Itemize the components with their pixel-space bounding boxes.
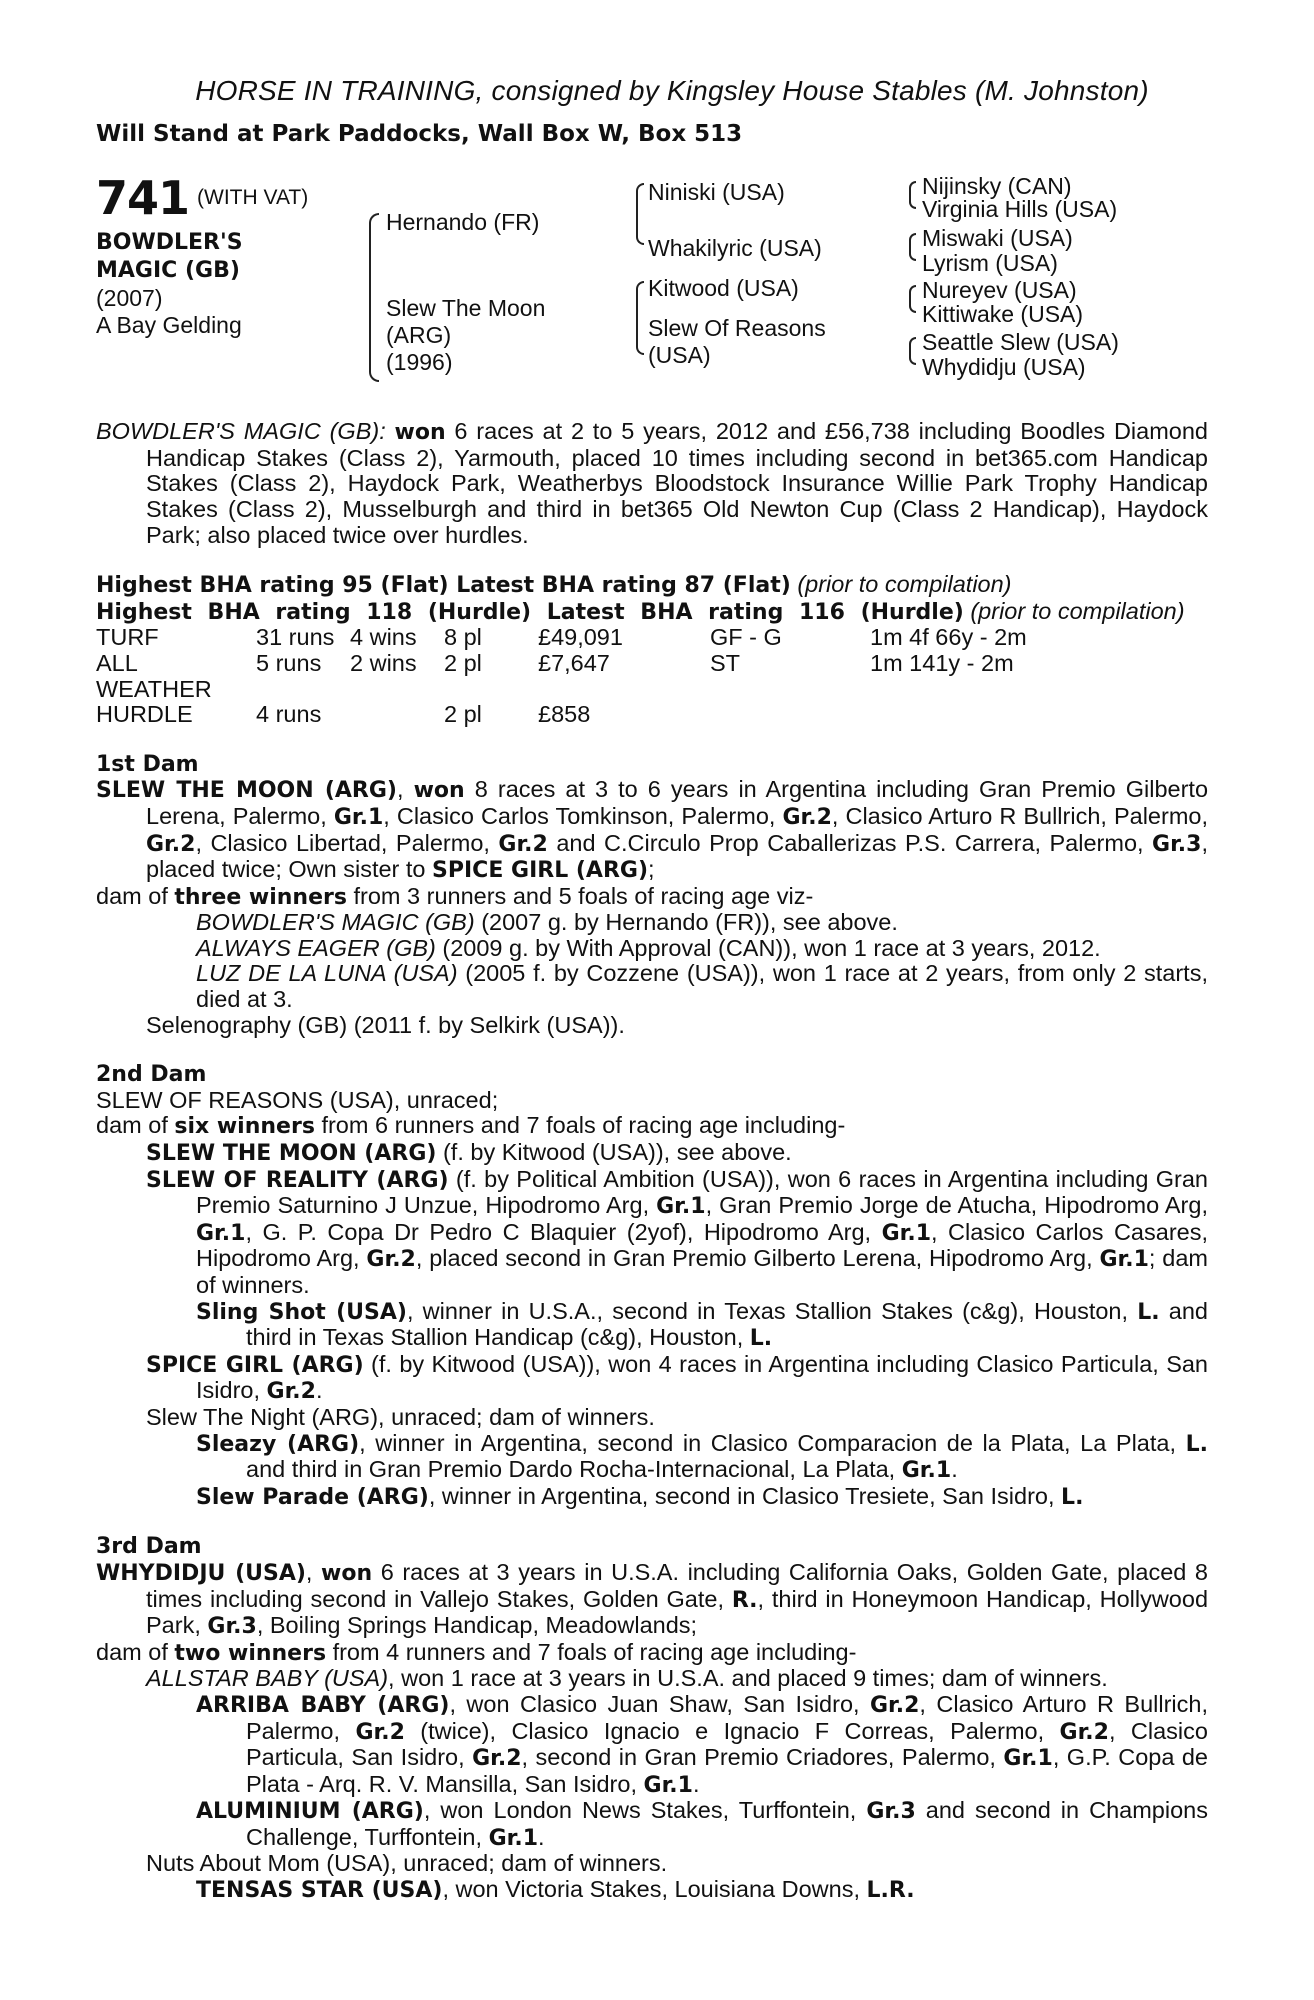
horse-description: A Bay Gelding bbox=[96, 312, 242, 339]
grade: Gr.1 bbox=[656, 1194, 706, 1220]
third-dam-produce bbox=[96, 1640, 1208, 1667]
dam-dam bbox=[648, 315, 826, 369]
sire: Hernando (FR) bbox=[386, 209, 540, 236]
text: , Clasico Particula, San Isidro, bbox=[246, 1717, 1208, 1771]
dam-dam-sire: Seattle Slew (USA) bbox=[922, 329, 1119, 356]
list-item: Slew The Night (ARG), unraced; dam of winners. bbox=[146, 1403, 655, 1430]
text: dam of bbox=[96, 882, 175, 909]
text: , winner in Argentina, second in Clasico Comparacion de la Plata, La Plata, bbox=[359, 1429, 1186, 1456]
list-item bbox=[96, 1798, 1208, 1851]
text: dam of bbox=[96, 1112, 175, 1139]
sire-dam-dam: Lyrism (USA) bbox=[922, 250, 1058, 277]
text: , second in Gran Premio Criadores, Palermo, bbox=[521, 1744, 1004, 1771]
grade: Gr.3 bbox=[1152, 831, 1202, 857]
grade: Gr.3 bbox=[207, 1614, 257, 1640]
summary-colon: : bbox=[379, 418, 386, 445]
grade: Gr.1 bbox=[643, 1772, 693, 1798]
text: from 3 runners and 5 foals of racing age viz- bbox=[346, 882, 814, 909]
grade: Gr.2 bbox=[1059, 1719, 1109, 1745]
text: , Clasico Libertad, Palermo, bbox=[195, 829, 499, 856]
dam-line1: Slew The Moon bbox=[386, 295, 546, 322]
text: 6 races at 3 years in U.S.A. including California Oaks, Golden Gate, placed 8 times including second in Vallejo Stakes, Golden Gate, bbox=[146, 1558, 1208, 1612]
cell-earnings: £7,647 bbox=[538, 649, 610, 676]
vat-label: (WITH VAT) bbox=[197, 186, 309, 210]
cell-going: ST bbox=[710, 649, 741, 676]
cell-wins bbox=[350, 702, 444, 728]
table-row bbox=[96, 651, 1027, 702]
first-dam-produce bbox=[96, 884, 1208, 911]
text: and C.Circulo Prop Caballerizas P.S. Carrera, Palermo, bbox=[547, 829, 1153, 856]
grade: L. bbox=[1061, 1484, 1084, 1510]
stand-location: Will Stand at Park Paddocks, Wall Box W, Box 513 bbox=[96, 120, 743, 147]
grade: Gr.1 bbox=[881, 1220, 931, 1246]
grade: Gr.2 bbox=[869, 1692, 920, 1718]
list-item bbox=[96, 1431, 1208, 1484]
text: (2005 f. by Cozzene (USA)), won 1 race at 2 years, from only 2 starts, died at 3. bbox=[196, 960, 1208, 1013]
winners-count: six winners bbox=[174, 1114, 315, 1140]
text: ; dam of winners. bbox=[196, 1245, 1208, 1298]
grade: Gr.2 bbox=[146, 831, 196, 857]
grade: Gr.2 bbox=[782, 804, 832, 830]
foal-name: TENSAS STAR (USA) bbox=[196, 1878, 443, 1904]
pedigree-brace-main bbox=[369, 213, 379, 382]
text: (f. by Political Ambition (USA)), won 6 races in Argentina including Gran Premio Saturnino J Unzue, Hipodromo Arg, bbox=[196, 1165, 1208, 1219]
dam-line2: (ARG) bbox=[386, 322, 452, 349]
list-item bbox=[96, 1666, 1208, 1692]
cell-earnings: £858 bbox=[538, 701, 591, 728]
page-title: HORSE IN TRAINING, consigned by Kingsley House Stables (M. Johnston) bbox=[195, 75, 1149, 106]
first-dam-record bbox=[96, 777, 1208, 883]
foal-name: LUZ DE LA LUNA (USA) bbox=[196, 960, 458, 987]
text: . bbox=[538, 1823, 545, 1850]
cell-surface: ALL WEATHER bbox=[96, 649, 212, 702]
rating-flat-bold: Highest BHA rating 95 (Flat) Latest BHA rating 87 (Flat) bbox=[96, 573, 791, 599]
lot-number: 741 bbox=[96, 171, 190, 226]
cell-runs: 5 runs bbox=[256, 649, 322, 676]
foal-name: ARRIBA BABY (ARG) bbox=[196, 1692, 450, 1718]
sister-name: SPICE GIRL (ARG) bbox=[432, 858, 649, 884]
sire-sire: Niniski (USA) bbox=[648, 179, 785, 206]
winners-count: two winners bbox=[174, 1640, 327, 1666]
text: , G.P. Copa de Plata - Arq. R. V. Mansilla, San Isidro, bbox=[246, 1744, 1208, 1797]
text: , won London News Stakes, Turffontein, bbox=[423, 1797, 867, 1824]
race-summary bbox=[96, 419, 1208, 548]
cell-placed: 2 pl bbox=[444, 649, 482, 676]
summary-text: 6 races at 2 to 5 years, 2012 and £56,738 including Boodles Diamond Handicap Stakes (Class 2), Yarmouth, placed 10 times including second in bet365.com Handicap Stakes (Class 2), Haydock Park, Weatherbys Bloodstock Insurance Willie Park Trophy Handicap Stakes (Class 2), Musselburgh and third in bet365 Old Newton Cup (Class 2 Handicap), Haydock Park; also placed twice over hurdles. bbox=[146, 418, 1208, 548]
list-item bbox=[96, 961, 1208, 1012]
horse-name bbox=[96, 229, 286, 285]
text: (f. by Kitwood (USA)), won 4 races in Argentina including Clasico Particula, San Isidro, bbox=[196, 1350, 1209, 1404]
foal-name: Sleazy (ARG) bbox=[196, 1431, 360, 1457]
dam-dam-line1: Slew Of Reasons bbox=[648, 315, 826, 342]
grade: Gr.2 bbox=[472, 1746, 522, 1772]
text: and third in Texas Stallion Handicap (c&g), Houston, bbox=[246, 1297, 1209, 1351]
lot-info bbox=[96, 171, 309, 339]
cell-distance: 1m 141y - 2m bbox=[870, 649, 1014, 676]
cell-wins: 4 wins bbox=[350, 624, 417, 651]
foal-name: Sling Shot (USA) bbox=[196, 1299, 407, 1325]
cell-runs: 4 runs bbox=[256, 701, 322, 728]
rating-flat-note: (prior to compilation) bbox=[790, 571, 1012, 598]
cell-distance bbox=[870, 702, 1027, 728]
second-dam-record: SLEW OF REASONS (USA), unraced; bbox=[96, 1086, 499, 1113]
dam-sire-sire: Nureyev (USA) bbox=[922, 277, 1077, 304]
third-dam-record bbox=[96, 1560, 1208, 1640]
text: , Clasico Carlos Tomkinson, Palermo, bbox=[383, 802, 783, 829]
list-item bbox=[96, 1299, 1208, 1352]
text: , won Clasico Juan Shaw, San Isidro, bbox=[449, 1690, 870, 1717]
pedigree-brace-dam bbox=[636, 281, 644, 355]
text: , Clasico Arturo R Bullrich, Palermo, bbox=[246, 1690, 1208, 1744]
list-item bbox=[96, 1140, 1208, 1167]
cell-going: GF - G bbox=[710, 624, 782, 651]
won-label: won bbox=[413, 778, 465, 804]
text: , Boiling Springs Handicap, Meadowlands; bbox=[256, 1612, 698, 1639]
grade: R. bbox=[731, 1587, 758, 1613]
dam-dam-line2: (USA) bbox=[648, 342, 711, 369]
list-item bbox=[96, 936, 1208, 962]
summary-won: won bbox=[394, 420, 446, 446]
sire-sire-dam: Virginia Hills (USA) bbox=[922, 196, 1118, 223]
text: , bbox=[397, 776, 414, 803]
rating-hurdle-bold: Highest BHA rating 118 (Hurdle) Latest BHA rating 116 (Hurdle) bbox=[96, 599, 964, 625]
text: dam of bbox=[96, 1638, 175, 1665]
sire-sire-sire: Nijinsky (CAN) bbox=[922, 173, 1072, 200]
grade: L.R. bbox=[866, 1878, 915, 1904]
text: , third in Honeymoon Handicap, Hollywood Park, bbox=[146, 1585, 1209, 1639]
text: ; bbox=[648, 856, 655, 883]
text: , winner in U.S.A., second in Texas Stallion Stakes (c&g), Houston, bbox=[406, 1297, 1138, 1324]
text: . bbox=[692, 1770, 700, 1797]
list-item: Nuts About Mom (USA), unraced; dam of winners. bbox=[146, 1850, 668, 1877]
text: (2009 g. by With Approval (CAN)), won 1 race at 3 years, 2012. bbox=[435, 934, 1101, 961]
text: , Clasico Carlos Casares, Hipodromo Arg, bbox=[196, 1218, 1208, 1272]
text: . bbox=[315, 1377, 323, 1404]
foal-name: SLEW OF REALITY (ARG) bbox=[146, 1167, 449, 1193]
text: (twice), Clasico Ignacio e Ignacio F Correas, Palermo, bbox=[404, 1717, 1060, 1744]
pedigree-brace-sire bbox=[636, 183, 644, 245]
dam-sire: Kitwood (USA) bbox=[648, 275, 799, 302]
table-row bbox=[96, 702, 1027, 728]
summary-horse-name: BOWDLER'S MAGIC (GB) bbox=[96, 418, 380, 445]
cell-surface: TURF bbox=[96, 624, 159, 651]
grade: Gr.2 bbox=[266, 1379, 316, 1405]
text: , placed twice; Own sister to bbox=[146, 829, 1208, 883]
list-item bbox=[96, 1877, 1208, 1904]
text: , won 1 race at 3 years in U.S.A. and placed 9 times; dam of winners. bbox=[388, 1665, 1108, 1692]
pedigree-brace-g3-4 bbox=[909, 337, 916, 365]
list-item bbox=[96, 910, 1208, 936]
cell-placed: 2 pl bbox=[444, 701, 482, 728]
grade: Gr.1 bbox=[1003, 1746, 1053, 1772]
text: and second in Champions Challenge, Turffontein, bbox=[246, 1797, 1208, 1850]
dam-dam-dam: Whydidju (USA) bbox=[922, 354, 1086, 381]
text: 8 races at 3 to 6 years in Argentina including Gran Premio Gilberto Lerena, Palermo, bbox=[146, 776, 1209, 829]
foal-name: ALLSTAR BABY (USA) bbox=[146, 1665, 389, 1692]
foal-name: Slew Parade (ARG) bbox=[196, 1484, 429, 1510]
list-item bbox=[96, 1692, 1208, 1798]
grade: Gr.2 bbox=[355, 1719, 405, 1745]
table-row bbox=[96, 625, 1027, 651]
text: from 6 runners and 7 foals of racing age including- bbox=[314, 1112, 846, 1139]
third-dam-heading: 3rd Dam bbox=[96, 1534, 202, 1560]
cell-runs: 31 runs bbox=[256, 624, 335, 651]
text: (2007 g. by Hernando (FR)), see above. bbox=[474, 909, 898, 936]
text: and third in Gran Premio Dardo Rocha-Internacional, La Plata, bbox=[246, 1456, 902, 1483]
grade: Gr.1 bbox=[901, 1458, 952, 1484]
foal-name: BOWDLER'S MAGIC (GB) bbox=[196, 909, 475, 936]
text: , Clasico Arturo R Bullrich, Palermo, bbox=[831, 802, 1209, 829]
grade: Gr.1 bbox=[1099, 1247, 1149, 1273]
horse-name-line2: MAGIC (GB) bbox=[96, 258, 240, 284]
grade: Gr.1 bbox=[333, 804, 384, 830]
list-item bbox=[96, 1484, 1208, 1511]
foal-name: SPICE GIRL (ARG) bbox=[146, 1352, 364, 1378]
cell-surface: HURDLE bbox=[96, 701, 193, 728]
winners-count: three winners bbox=[174, 884, 347, 910]
cell-placed: 8 pl bbox=[444, 624, 482, 651]
grade: Gr.1 bbox=[488, 1825, 538, 1851]
list-item bbox=[96, 1352, 1208, 1405]
cell-distance: 1m 4f 66y - 2m bbox=[870, 624, 1027, 651]
second-dam-produce bbox=[96, 1113, 1208, 1140]
pedigree-brace-g3-1 bbox=[909, 181, 916, 209]
text: , won Victoria Stakes, Louisiana Downs, bbox=[442, 1876, 867, 1903]
text: , winner in Argentina, second in Clasico Tresiete, San Isidro, bbox=[428, 1482, 1062, 1509]
dam bbox=[386, 295, 545, 376]
pedigree-brace-g3-2 bbox=[909, 233, 916, 261]
foal-name: ALUMINIUM (ARG) bbox=[196, 1799, 424, 1825]
grade: L. bbox=[1137, 1299, 1160, 1325]
list-item: Selenography (GB) (2011 f. by Selkirk (USA)). bbox=[146, 1011, 625, 1038]
first-dam-name: SLEW THE MOON (ARG) bbox=[96, 778, 397, 804]
text: , G. P. Copa Dr Pedro C Blaquier (2yof), Hipodromo Arg, bbox=[245, 1218, 882, 1245]
race-record-table bbox=[96, 625, 1027, 727]
horse-year: (2007) bbox=[96, 285, 163, 312]
grade: L. bbox=[749, 1326, 773, 1352]
pedigree-block bbox=[96, 171, 1208, 397]
cell-earnings: £49,091 bbox=[538, 624, 623, 651]
grade: Gr.2 bbox=[366, 1247, 416, 1273]
rating-flat bbox=[96, 572, 1208, 599]
text: . bbox=[951, 1456, 958, 1483]
cell-wins: 2 wins bbox=[350, 649, 417, 676]
sire-dam: Whakilyric (USA) bbox=[648, 235, 822, 262]
third-dam-name: WHYDIDJU (USA) bbox=[96, 1560, 306, 1586]
foal-name: ALWAYS EAGER (GB) bbox=[196, 934, 436, 961]
foal-name: SLEW THE MOON (ARG) bbox=[146, 1141, 437, 1167]
pedigree-brace-g3-3 bbox=[909, 285, 916, 313]
grade: Gr.2 bbox=[498, 831, 548, 857]
first-dam-heading: 1st Dam bbox=[96, 751, 199, 777]
text: from 4 runners and 7 foals of racing age including- bbox=[326, 1638, 857, 1665]
horse-name-line1: BOWDLER'S bbox=[96, 230, 243, 256]
text: , bbox=[305, 1558, 322, 1585]
won-label: won bbox=[321, 1560, 373, 1586]
text: (f. by Kitwood (USA)), see above. bbox=[436, 1139, 792, 1166]
list-item bbox=[96, 1167, 1208, 1299]
grade: Gr.1 bbox=[196, 1220, 246, 1246]
grade: Gr.3 bbox=[866, 1799, 916, 1825]
second-dam-heading: 2nd Dam bbox=[96, 1062, 207, 1088]
catalogue-page bbox=[96, 75, 1209, 1904]
sire-dam-sire: Miswaki (USA) bbox=[922, 225, 1073, 252]
cell-going bbox=[710, 702, 870, 728]
rating-hurdle-note: (prior to compilation) bbox=[963, 597, 1185, 624]
dam-sire-dam: Kittiwake (USA) bbox=[922, 301, 1084, 328]
dam-line3: (1996) bbox=[386, 349, 453, 376]
text: , Gran Premio Jorge de Atucha, Hipodromo Arg, bbox=[705, 1192, 1208, 1219]
grade: L. bbox=[1185, 1431, 1208, 1457]
text: , placed second in Gran Premio Gilberto Lerena, Hipodromo Arg, bbox=[415, 1245, 1100, 1272]
rating-hurdle bbox=[96, 599, 1208, 626]
